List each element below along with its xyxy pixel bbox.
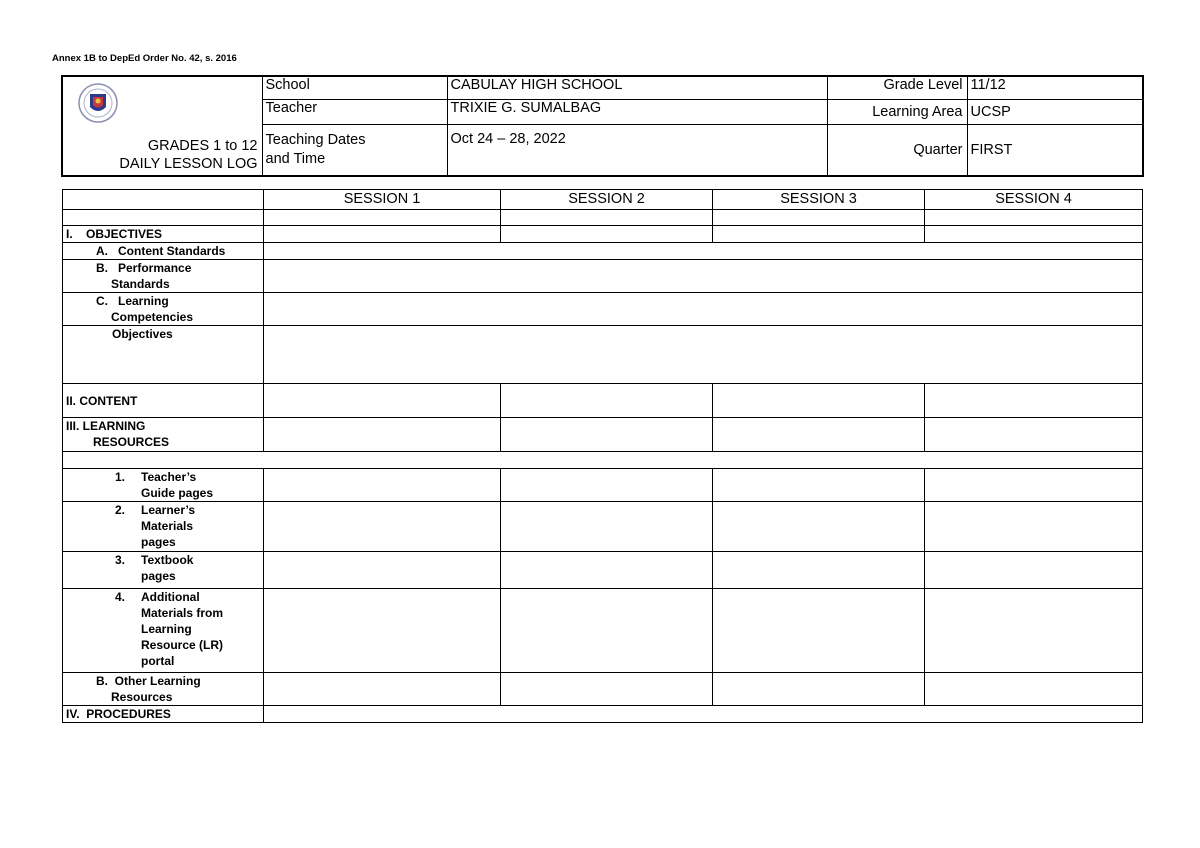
- teachers-guide-line2: Guide pages: [141, 486, 214, 500]
- other-resources-line1: B. Other Learning: [96, 674, 201, 688]
- teachers-guide-line1: Teacher’s: [141, 470, 197, 484]
- content-label: II. CONTENT: [63, 384, 264, 418]
- objectives-row: [63, 226, 1143, 243]
- learning-competencies-label: [63, 293, 264, 326]
- additional-materials-line3: Learning: [141, 622, 192, 636]
- other-learning-resources-row: [63, 673, 1143, 706]
- learners-materials-label: [63, 502, 264, 552]
- corner-cell: [63, 190, 264, 210]
- objectives-label: I. OBJECTIVES: [63, 226, 264, 243]
- competencies-line2: Competencies: [111, 310, 194, 324]
- spacer-row: [63, 452, 1143, 469]
- objectives-sub-row: [63, 326, 1143, 384]
- performance-line2: Standards: [111, 277, 170, 291]
- title-daily-lesson-log: DAILY LESSON LOG: [119, 156, 258, 172]
- teaching-dates-value: Oct 24 – 28, 2022: [447, 124, 827, 176]
- performance-standards-label: [63, 260, 264, 293]
- teaching-dates-label-line2: and Time: [265, 150, 326, 167]
- performance-line1: B. Performance: [96, 261, 192, 275]
- other-resources-line2: Resources: [111, 690, 173, 704]
- objectives-sub-label: [63, 326, 264, 384]
- session-header-row: [63, 190, 1143, 210]
- teacher-value: TRIXIE G. SUMALBAG: [447, 99, 827, 124]
- content-standards-row: [63, 243, 1143, 260]
- teachers-guide-row: [63, 469, 1143, 502]
- school-label: School: [262, 76, 447, 99]
- resources-line1: III. LEARNING: [66, 419, 146, 433]
- resources-line2: RESOURCES: [93, 435, 170, 449]
- teachers-guide-label: [63, 469, 264, 502]
- learners-materials-line1: Learner’s: [141, 503, 196, 517]
- session-1-header: SESSION 1: [264, 190, 501, 210]
- textbook-label: [63, 552, 264, 589]
- session-2-header: SESSION 2: [501, 190, 713, 210]
- textbook-line2: pages: [141, 569, 176, 583]
- school-value: CABULAY HIGH SCHOOL: [447, 76, 827, 99]
- objectives-sub-text: Objectives: [112, 327, 173, 341]
- additional-materials-label: [63, 589, 264, 673]
- learning-competencies-row: [63, 293, 1143, 326]
- learners-materials-line3: pages: [141, 535, 176, 549]
- teaching-dates-label: [262, 124, 447, 176]
- title-grades: GRADES 1 to 12: [147, 138, 258, 154]
- competencies-line1: C. Learning: [96, 294, 169, 308]
- learners-materials-number: 2.: [115, 503, 126, 517]
- learners-materials-row: [63, 502, 1143, 552]
- performance-standards-row: [63, 260, 1143, 293]
- grade-level-label: Grade Level: [827, 76, 967, 99]
- additional-materials-row: [63, 589, 1143, 673]
- textbook-row: [63, 552, 1143, 589]
- additional-materials-line5: portal: [141, 654, 175, 668]
- textbook-number: 3.: [115, 553, 126, 567]
- blank-row: [63, 210, 1143, 226]
- learning-area-value: UCSP: [967, 99, 1143, 124]
- content-row: [63, 384, 1143, 418]
- teacher-label: Teacher: [262, 99, 447, 124]
- quarter-label: Quarter: [827, 124, 967, 176]
- quarter-value: FIRST: [967, 124, 1143, 176]
- additional-materials-line4: Resource (LR): [141, 638, 224, 652]
- additional-materials-line1: Additional: [141, 590, 200, 604]
- teaching-dates-label-line1: Teaching Dates: [265, 131, 366, 148]
- learning-resources-row: [63, 418, 1143, 452]
- grade-level-value: 11/12: [967, 76, 1143, 99]
- textbook-line1: Textbook: [141, 553, 194, 567]
- annex-reference: Annex 1B to DepEd Order No. 42, s. 2016: [52, 53, 237, 64]
- content-standards-label: A. Content Standards: [63, 243, 264, 260]
- learning-resources-label: [63, 418, 264, 452]
- learners-materials-line2: Materials: [141, 519, 194, 533]
- deped-seal-icon: [69, 83, 127, 123]
- other-learning-resources-label: [63, 673, 264, 706]
- header-table: [61, 75, 1144, 177]
- additional-materials-number: 4.: [115, 590, 126, 604]
- learning-area-label: Learning Area: [827, 99, 967, 124]
- session-4-header: SESSION 4: [925, 190, 1143, 210]
- header-title-cell: [62, 76, 262, 176]
- teachers-guide-number: 1.: [115, 470, 126, 484]
- additional-materials-line2: Materials from: [141, 606, 224, 620]
- procedures-row: [63, 706, 1143, 723]
- session-3-header: SESSION 3: [713, 190, 925, 210]
- lesson-log-table: [62, 189, 1143, 723]
- procedures-label: IV. PROCEDURES: [63, 706, 264, 723]
